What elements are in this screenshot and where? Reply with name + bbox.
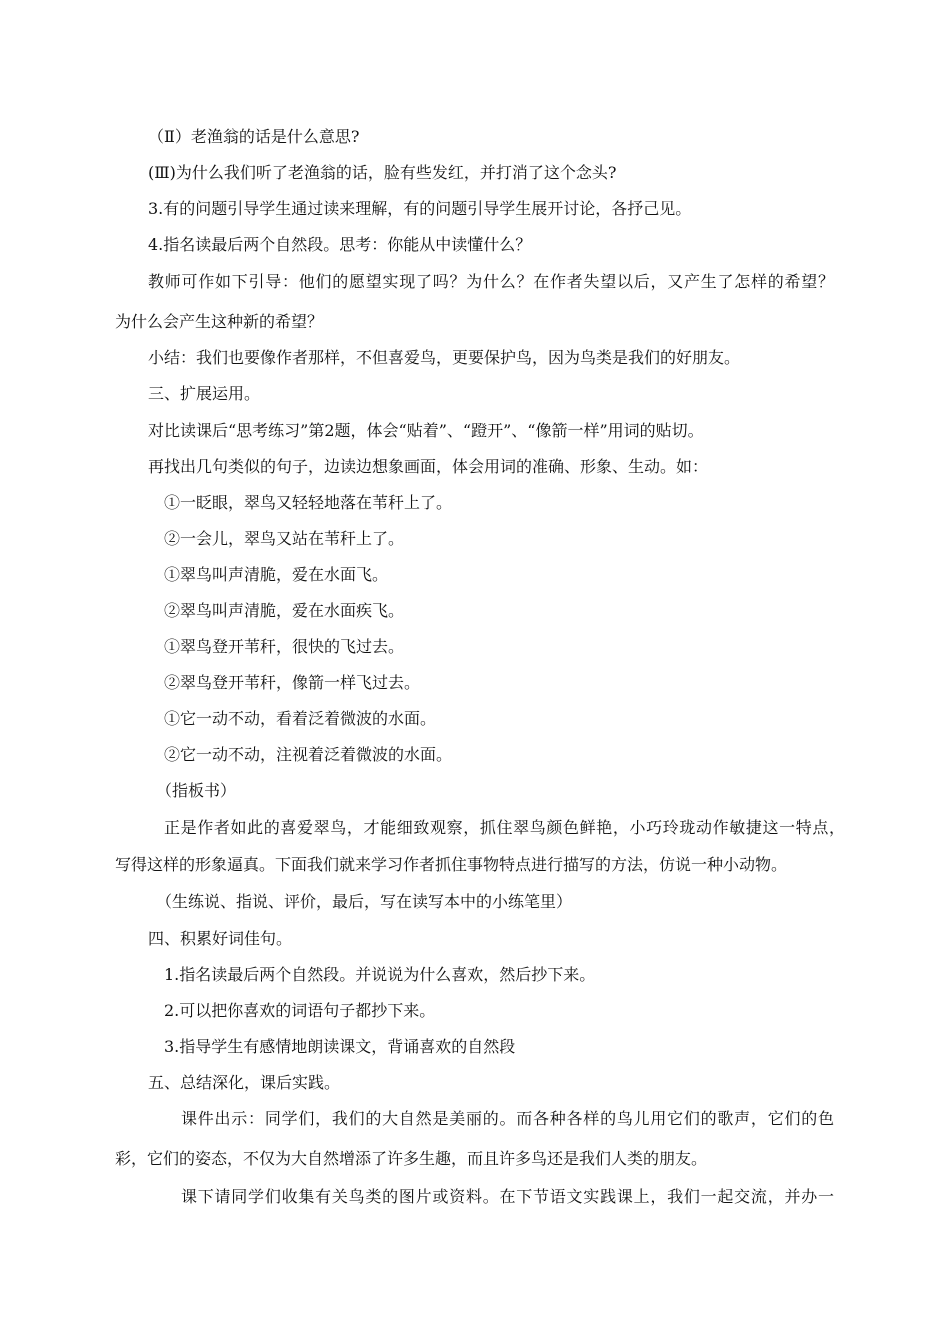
- step-4-text: 4.指名读最后两个自然段。思考：你能从中读懂什么？: [148, 235, 532, 254]
- homework-line-1: 课下请同学们收集有关鸟类的图片或资料。在下节语文实践课上，我们一起交流，并办一: [181, 1187, 834, 1206]
- example-1a: ①一眨眼，翠鸟又轻轻地落在苇秆上了。: [164, 493, 453, 512]
- example-4b: ②它一动不动，注视着泛着微波的水面。: [164, 745, 453, 764]
- example-1b: ②一会儿，翠鸟又站在苇秆上了。: [164, 529, 405, 548]
- summary-text: 小结：我们也要像作者那样，不但喜爱鸟，更要保护鸟，因为鸟类是我们的好朋友。: [148, 348, 741, 367]
- example-2a: ①翠鸟叫声清脆，爱在水面飞。: [164, 565, 389, 584]
- example-4a: ①它一动不动，看着泛着微波的水面。: [164, 709, 437, 728]
- practice-note: （生练说、指说、评价，最后，写在读写本中的小练笔里）: [156, 892, 573, 911]
- teacher-guide-line-1: 教师可作如下引导：他们的愿望实现了吗？为什么？在作者失望以后，又产生了怎样的希望？: [148, 272, 834, 291]
- analysis-line-2: 写得这样的形象逼真。下面我们就来学习作者抓住事物特点进行描写的方法，仿说一种小动物。: [115, 855, 788, 874]
- example-2b: ②翠鸟叫声清脆，爱在水面疾飞。: [164, 601, 405, 620]
- example-3b: ②翠鸟登开苇秆，像箭一样飞过去。: [164, 673, 421, 692]
- section-4-item-1: 1.指名读最后两个自然段。并说说为什么喜欢，然后抄下来。: [164, 965, 596, 984]
- board-note: （指板书）: [156, 781, 237, 800]
- section-4-item-3: 3.指导学生有感情地朗读课文，背诵喜欢的自然段: [164, 1037, 516, 1056]
- step-3-text: 3.有的问题引导学生通过读来理解，有的问题引导学生展开讨论，各抒己见。: [148, 199, 692, 218]
- teacher-guide-line-2: 为什么会产生这种新的希望？: [115, 312, 324, 331]
- analysis-line-1: 正是作者如此的喜爱翠鸟，才能细致观察，抓住翠鸟颜色鲜艳，小巧玲珑动作敏捷这一特点，: [164, 818, 845, 837]
- courseware-line-1: 课件出示：同学们，我们的大自然是美丽的。而各种各样的鸟儿用它们的歌声，它们的色: [181, 1109, 834, 1128]
- courseware-line-2: 彩，它们的姿态，不仅为大自然增添了许多生趣，而且许多鸟还是我们人类的朋友。: [115, 1149, 708, 1168]
- find-sentences-text: 再找出几句类似的句子，边读边想象画面，体会用词的准确、形象、生动。如：: [148, 457, 709, 476]
- section-5-heading: 五、总结深化，课后实践。: [148, 1073, 341, 1092]
- compare-reading-text: 对比读课后“思考练习”第2题，体会“贴着”、“蹬开”、“像箭一样”用词的贴切。: [148, 421, 704, 440]
- question-3: (Ⅲ)为什么我们听了老渔翁的话，脸有些发红，并打消了这个念头?: [148, 163, 617, 182]
- example-3a: ①翠鸟登开苇秆，很快的飞过去。: [164, 637, 405, 656]
- section-4-heading: 四、积累好词佳句。: [148, 929, 293, 948]
- question-2: （Ⅱ）老渔翁的话是什么意思?: [148, 127, 360, 146]
- section-3-heading: 三、扩展运用。: [148, 384, 261, 403]
- section-4-item-2: 2.可以把你喜欢的词语句子都抄下来。: [164, 1001, 436, 1020]
